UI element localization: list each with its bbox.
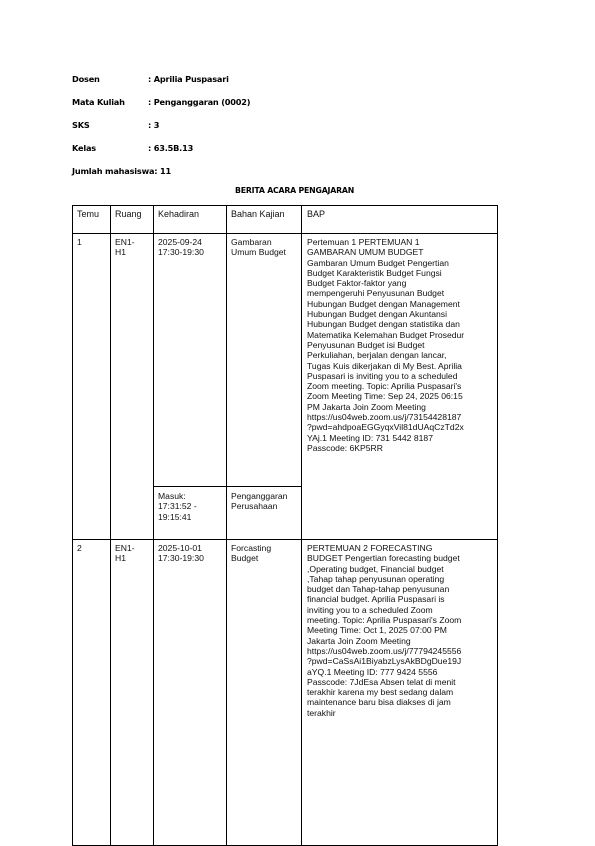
row1-kehadiran: 2025-09-24 17:30-19:30 bbox=[158, 237, 204, 258]
table-border-top bbox=[72, 205, 498, 206]
col-line-2 bbox=[153, 205, 154, 846]
header-ruang: Ruang bbox=[115, 209, 142, 219]
sks-label: SKS bbox=[72, 120, 90, 130]
col-line-3 bbox=[226, 205, 227, 846]
row2-bap: PERTEMUAN 2 FORECASTING BUDGET Pengertian forecasting budget ,Operating budget, Financial budget ,Tahap tahap penyusunan operating budget dan Tahap-tahap penyusunan financial budget. Aprilia Puspasari is inviting you to a scheduled Zoom meeting. Topic: Aprilia Puspasari's Zoom Meeting Time: Oct 1, 2025 07:00 PM Jakarta Join Zoom Meeting https://us04web.zoom.us/j/77794245556 ?pwd=CaSsAi1BiyabzLysAkBDgDue19J aYQ.1 Meeting ID: 777 9424 5556 Passcode: 7JdEsa Absen telat di menit terakhir karena my best sedang dalam maintenance baru bisa diakses di jam terakhir bbox=[307, 543, 462, 718]
sks-value: : 3 bbox=[148, 120, 160, 130]
header-temu: Temu bbox=[77, 209, 100, 219]
row1-temu: 1 bbox=[77, 237, 82, 247]
table-header-divider bbox=[72, 233, 498, 234]
col-line-4 bbox=[301, 205, 302, 846]
jumlah-mahasiswa: Jumlah mahasiswa: 11 bbox=[72, 166, 171, 176]
row2-kehadiran: 2025-10-01 17:30-19:30 bbox=[158, 543, 204, 564]
row2-ruang: EN1- H1 bbox=[115, 543, 135, 564]
mata-kuliah-label: Mata Kuliah bbox=[72, 97, 125, 107]
header-kehadiran: Kehadiran bbox=[158, 209, 200, 219]
row-divider bbox=[72, 539, 498, 540]
header-bap: BAP bbox=[307, 209, 326, 219]
col-line-5 bbox=[497, 205, 498, 846]
row2-bahan-kajian: Forcasting Budget bbox=[231, 543, 272, 564]
row1-masuk: Masuk: 17:31:52 - 19:15:41 bbox=[158, 491, 197, 522]
col-line-1 bbox=[110, 205, 111, 846]
row1-bahan-kajian: Gambaran Umum Budget bbox=[231, 237, 286, 258]
kelas-label: Kelas bbox=[72, 143, 96, 153]
dosen-value: : Aprilia Puspasari bbox=[148, 74, 229, 84]
row1-bahan-kajian-2: Penganggaran Perusahaan bbox=[231, 491, 288, 512]
col-line-0 bbox=[72, 205, 73, 846]
row2-temu: 2 bbox=[77, 543, 82, 553]
mata-kuliah-value: : Penganggaran (0002) bbox=[148, 97, 251, 107]
kelas-value: : 63.5B.13 bbox=[148, 143, 194, 153]
report-title-text: BERITA ACARA PENGAJARAN bbox=[234, 186, 355, 195]
header-bahan-kajian: Bahan Kajian bbox=[231, 209, 285, 219]
dosen-label: Dosen bbox=[72, 74, 100, 84]
row1-subdivider bbox=[153, 486, 301, 487]
row1-bap: Pertemuan 1 PERTEMUAN 1 GAMBARAN UMUM BUDGET Gambaran Umum Budget Pengertian Budget Karakteristik Budget Fungsi Budget Faktor-faktor yang mempengeruhi Penyusunan Budget Hubungan Budget dengan Management Hubungan Budget dengan Akuntansi Hubungan Budget dengan statistika dan Matematika Kelemahan Budget Prosedur Penyusunan Budget isi Budget Perkuliahan, berjalan dengan lancar, Tugas Kuis dikerjakan di My Best. Aprilia Puspasari is inviting you to a scheduled Zoom meeting. Topic: Aprilia Puspasari's Zoom Meeting Time: Sep 24, 2025 06:15 PM Jakarta Join Zoom Meeting https://us04web.zoom.us/j/73154428187 ?pwd=ahdpoaEGGyqxVil81dUAqCzTd2x YAj.1 Meeting ID: 731 5442 8187 Passcode: 6KP5RR bbox=[307, 237, 465, 453]
row1-ruang: EN1- H1 bbox=[115, 237, 135, 258]
report-title bbox=[0, 186, 595, 195]
